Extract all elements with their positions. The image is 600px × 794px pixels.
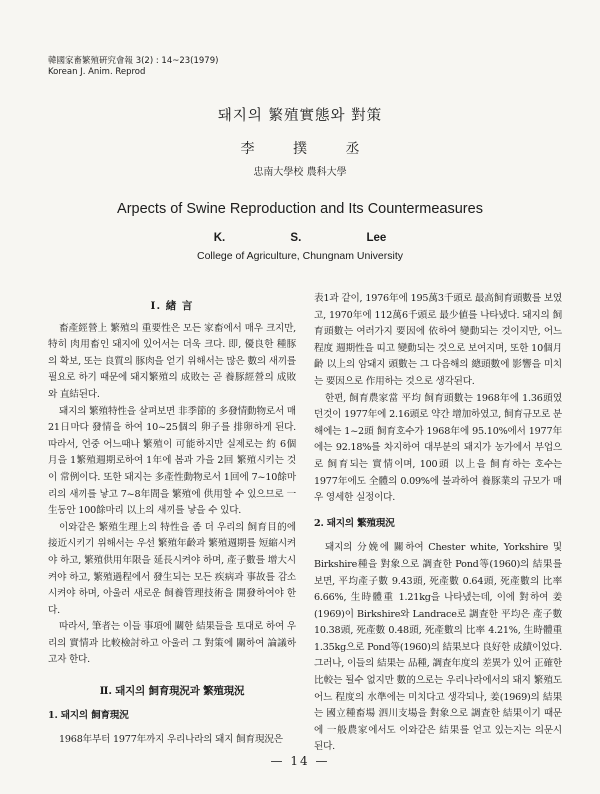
reproduction-paragraph: 돼지의 分娩에 關하여 Chester white, Yorkshire 및 Birkshire種을 對象으로 調査한 Pond等(1960)의 結果를 보면, 平均產子數 9.43頭, 死產數 0.64頭, 死產數의 比率 6.66%, 生時體重 1.21kg을 나타냈는데, 이에 對하여 姜(1969)이 Birkshire와 Landrace로 調査한 平均은 產子數 10.38頭, 死產數 0.48頭, 死產數의 比率 4.21%, 生時體重 1.35kg으로 Pond等(1960)의 結果보다 良好한 成績이었다. 그러나, 이들의 結果는 品種, 調査年度의 差異가 있어 正確한 比較는 될수 없지만 數的으로는 우리나라에서의 돼지 繁殖도 어느 程度의 水準에는 미치다고 생각되나, 姜(1969)의 結果는 國立種畜場 泗川支場을 對象으로 調査한 結果이기 때문에 一般農家에서도 이와같은 結果를 얻고 있는지는 의문시 된다. [314, 542, 562, 753]
paper-title-english: Arpects of Swine Reproduction and Its Countermeasures [117, 201, 483, 217]
intro-paragraph-3: 이와같은 繁殖生理上의 特性을 좀 더 우리의 飼育目的에 接近시키기 위해서는 우선 繁殖年齡과 繁殖週期를 短縮시켜야 하고, 繁殖供用年限을 延長시켜야 하며, 產子數를 增大시켜야 하고, 繁殖過程에서 發生되는 모든 疾病과 事故를 감소시켜야 하며, 아울러 새로운 飼養管理技術을 開發하여야 한다. [48, 521, 296, 616]
page-number: — 14 — [270, 754, 330, 768]
journal-citation-english: Korean J. Anim. Reprod [48, 67, 146, 77]
subsection-heading-rearing: 1. 돼지의 飼育現況 [48, 709, 129, 721]
author-name-korean: 李 撲 丞 [240, 141, 360, 157]
rearing-paragraph-2: 한편, 飼育農家當 平均 飼育頭數는 1968年에 1.36頭였던것이 1977年에 2.16頭로 약간 增加하였고, 飼育규모로 분해에는 1~2頭 飼育호수가 1968年에 95.10%에서 1977年에는 92.18%를 차지하여 대부분의 돼지가 농가에서 부업으로 飼育되는 實情이며, 100頭 以上을 飼育하는 호수는 1977年에도 全體의 0.09%에 불과하여 養豚業의 규모가 매우 영세한 실정이다. [314, 392, 562, 504]
subsection-heading-reproduction: 2. 돼지의 繁殖現況 [314, 517, 395, 529]
paper-title-korean: 돼지의 繁殖實態와 對策 [217, 108, 383, 124]
author-name-english: K. S. Lee [213, 232, 387, 244]
intro-paragraph-1: 畜產經營上 繁殖의 重要性은 모든 家畜에서 매우 크지만, 特히 肉用畜인 돼지에 있어서는 더욱 크다. 即, 優良한 種豚의 확보, 또는 良質의 豚肉을 얻기 위해서는 많은 數의 새끼를 필요로 하기 때문에 돼지繁殖의 成敗는 곧 養豚經營의 成敗와 直結된다. [48, 322, 296, 400]
rearing-paragraph-start: 1968年부터 1977年까지 우리나라의 돼지 飼育現況은 [59, 734, 283, 746]
affiliation-english: College of Agriculture, Chungnam University [196, 250, 404, 262]
right-column [314, 291, 562, 756]
left-column [48, 298, 296, 749]
affiliation-korean: 忠南大學校 農科大學 [253, 167, 347, 178]
intro-paragraph-2: 돼지의 繁殖特性을 살펴보면 非季節的 多發情動物로서 매21日마다 發情을 하여 10~25個의 卵子를 排卵하게 된다. 따라서, 언중 어느때나 繁殖이 可能하지만 실제로는 約 6個月을 1繁殖週期로하여 1年에 봄과 가을 2回 繁殖시키는 것이 常例이다. 또한 돼지는 多產性動物로서 1回에 7~10餘마리의 새끼를 낳고 7~8年間을 繁殖에 供用할 수 있으므로 一生동안 100餘마리 以上의 새끼를 낳을 수 있다. [48, 405, 296, 517]
section-heading-introduction: Ⅰ. 緖 言 [150, 300, 194, 312]
section-heading-status: Ⅱ. 돼지의 飼育現況과 繁殖現況 [99, 685, 245, 698]
rearing-paragraph-continued: 表1과 같이, 1976年에 195萬3千頭로 最高飼育頭數를 보였고, 1970年에 112萬6千頭로 最少値를 나타냈다. 돼지의 飼育頭數는 여러가지 要因에 依하여 變動되는 것이지만, 어느 程度 週期性을 띠고 變動되는 것으로 보여지며, 또한 10個月齡 以上의 암돼지 頭數는 그 다음해의 總頭數에 影響을 미치는 要因으로 作用하는 것으로 생각된다. [314, 293, 562, 387]
journal-citation [48, 56, 218, 78]
intro-paragraph-4: 따라서, 筆者는 이들 事項에 關한 結果들을 토대로 하여 우리의 實情과 比較檢討하고 아울러 그 對策에 關하여 論議하고자 한다. [48, 621, 296, 666]
journal-citation-korean: 韓國家畜繁殖硏究會報 3(2) : 14~23(1979) [48, 56, 219, 66]
